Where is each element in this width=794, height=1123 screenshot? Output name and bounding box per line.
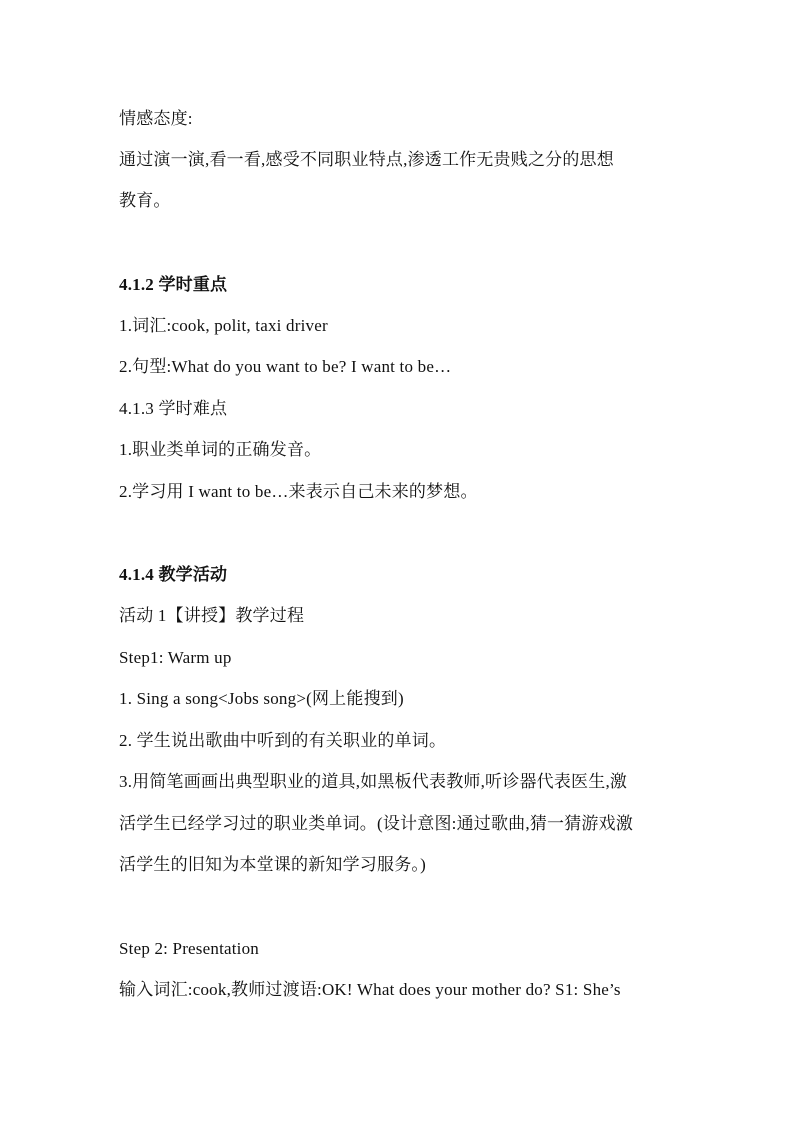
section-4-1-4-heading: 4.1.4 教学活动	[119, 565, 228, 584]
step-1-heading: Step1: Warm up	[119, 648, 232, 667]
warm-up-item-3-line-2: 活学生已经学习过的职业类单词。(设计意图:通过歌曲,猜一猜游戏激	[119, 814, 634, 833]
warm-up-item-2: 2. 学生说出歌曲中听到的有关职业的单词。	[119, 731, 447, 750]
warm-up-item-3-line-1: 3.用简笔画画出典型职业的道具,如黑板代表教师,听诊器代表医生,激	[119, 772, 628, 791]
emotion-attitude-heading: 情感态度:	[119, 109, 193, 128]
difficulty-line-2: 2.学习用 I want to be…来表示自己未来的梦想。	[119, 482, 478, 501]
activity-1-title: 活动 1【讲授】教学过程	[119, 606, 305, 625]
focus-vocabulary-line: 1.词汇:cook, polit, taxi driver	[119, 316, 328, 335]
difficulty-line-1: 1.职业类单词的正确发音。	[119, 440, 322, 459]
presentation-text-line-1: 输入词汇:cook,教师过渡语:OK! What does your mother do? S1: She’s	[119, 980, 621, 999]
emotion-attitude-text-line-1: 通过演一演,看一看,感受不同职业特点,渗透工作无贵贱之分的思想	[119, 150, 614, 169]
section-4-1-3-heading: 4.1.3 学时难点	[119, 399, 228, 418]
step-2-heading: Step 2: Presentation	[119, 939, 259, 958]
warm-up-item-1: 1. Sing a song<Jobs song>(网上能搜到)	[119, 689, 404, 708]
emotion-attitude-text-line-2: 教育。	[119, 191, 171, 210]
focus-sentence-line: 2.句型:What do you want to be? I want to be…	[119, 357, 452, 376]
warm-up-item-3-line-3: 活学生的旧知为本堂课的新知学习服务。)	[119, 855, 426, 874]
section-4-1-2-heading: 4.1.2 学时重点	[119, 275, 228, 294]
